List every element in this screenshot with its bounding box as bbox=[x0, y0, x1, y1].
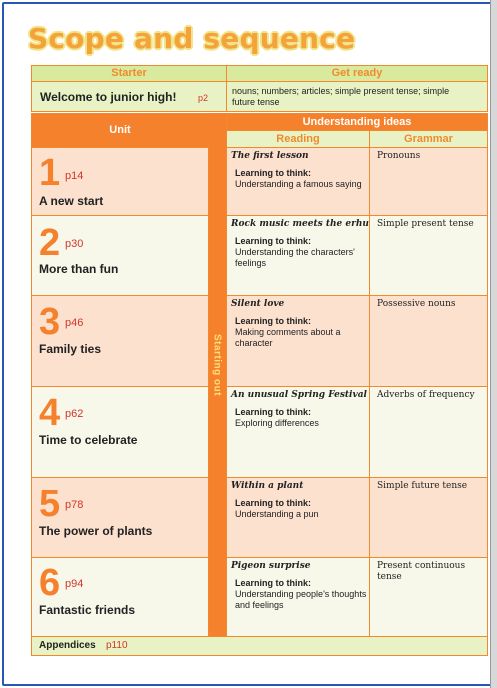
unit-page: p14 bbox=[65, 170, 84, 182]
unit-row-2 bbox=[31, 215, 209, 296]
grammar-text: Possessive nouns bbox=[377, 299, 456, 309]
unit-page: p62 bbox=[65, 408, 84, 420]
grammar-cell-1 bbox=[369, 147, 488, 216]
unit-row-6 bbox=[31, 557, 209, 637]
think-label: Learning to think: bbox=[235, 236, 311, 246]
think-text: Understanding a famous saying bbox=[235, 179, 362, 189]
unit-page: p30 bbox=[65, 238, 84, 250]
starting-out-label: Starting out bbox=[211, 333, 223, 397]
think-label: Learning to think: bbox=[235, 407, 311, 417]
unit-header bbox=[31, 113, 209, 148]
think-label: Learning to think: bbox=[235, 168, 311, 178]
reading-cell-4 bbox=[226, 386, 370, 478]
unit-row-1 bbox=[31, 147, 209, 216]
reading-header-label: Reading bbox=[276, 133, 320, 145]
grammar-cell-4 bbox=[369, 386, 488, 478]
grammar-cell-5 bbox=[369, 477, 488, 558]
grammar-cell-6 bbox=[369, 557, 488, 637]
think-text: Understanding the characters' feelings bbox=[235, 247, 355, 268]
reading-title: The first lesson bbox=[231, 151, 309, 161]
understanding-header-label: Understanding ideas bbox=[302, 116, 412, 128]
appendices-row bbox=[31, 636, 488, 656]
reading-title: An unusual Spring Festival bbox=[231, 390, 367, 400]
unit-page: p94 bbox=[65, 578, 84, 590]
think-text: Exploring differences bbox=[235, 418, 319, 428]
appendices-page: p110 bbox=[106, 640, 128, 651]
unit-header-label: Unit bbox=[109, 124, 131, 136]
reading-cell-6 bbox=[226, 557, 370, 637]
grammar-header-label: Grammar bbox=[404, 133, 453, 145]
think-text: Understanding a pun bbox=[235, 509, 319, 519]
unit-title: The power of plants bbox=[39, 524, 153, 538]
grammar-text: Pronouns bbox=[377, 151, 421, 161]
reading-title: Pigeon surprise bbox=[231, 561, 311, 571]
reading-title: Silent love bbox=[231, 299, 285, 309]
unit-page: p78 bbox=[65, 499, 84, 511]
understanding-header bbox=[226, 113, 488, 131]
starter-header-label: Starter bbox=[111, 67, 147, 79]
page-title: Scope and sequence bbox=[28, 22, 356, 55]
starter-cell bbox=[31, 81, 227, 112]
reading-title: Rock music meets the erhu bbox=[231, 219, 369, 229]
unit-number: 1 bbox=[39, 152, 61, 194]
reading-cell-5 bbox=[226, 477, 370, 558]
grammar-cell-2 bbox=[369, 215, 488, 296]
grammar-text: Simple present tense bbox=[377, 219, 474, 229]
think-text: Making comments about a character bbox=[235, 327, 341, 348]
grammar-text: Present continuous tense bbox=[377, 561, 466, 582]
reading-cell-1 bbox=[226, 147, 370, 216]
unit-number: 6 bbox=[39, 562, 61, 604]
unit-row-4 bbox=[31, 386, 209, 478]
reading-header bbox=[226, 130, 370, 148]
unit-number: 4 bbox=[39, 392, 61, 434]
think-label: Learning to think: bbox=[235, 578, 311, 588]
unit-row-3 bbox=[31, 295, 209, 387]
appendices-label: Appendices bbox=[39, 640, 96, 651]
unit-number: 5 bbox=[39, 483, 61, 525]
unit-number: 2 bbox=[39, 222, 61, 264]
unit-title: Fantastic friends bbox=[39, 603, 136, 617]
get-ready-header-label: Get ready bbox=[331, 67, 383, 79]
unit-title: Family ties bbox=[39, 342, 102, 356]
unit-title: Time to celebrate bbox=[39, 433, 138, 447]
unit-row-5 bbox=[31, 477, 209, 558]
get-ready-header bbox=[226, 65, 488, 82]
grammar-text: Adverbs of frequency bbox=[377, 390, 475, 400]
unit-title: A new start bbox=[39, 194, 104, 208]
unit-title: More than fun bbox=[39, 262, 119, 276]
reading-title: Within a plant bbox=[231, 481, 304, 491]
reading-cell-3 bbox=[226, 295, 370, 387]
starting-out-label-box bbox=[208, 320, 226, 410]
think-text: Understanding people's thoughts and feelings bbox=[235, 589, 367, 610]
get-ready-text: nouns; numbers; articles; simple present tense; simple future tense bbox=[232, 86, 450, 107]
reading-cell-2 bbox=[226, 215, 370, 296]
get-ready-cell bbox=[226, 81, 488, 112]
starter-page: p2 bbox=[198, 93, 209, 103]
think-label: Learning to think: bbox=[235, 498, 311, 508]
starter-title: Welcome to junior high! bbox=[40, 90, 177, 104]
grammar-cell-3 bbox=[369, 295, 488, 387]
page-edge bbox=[490, 0, 497, 688]
grammar-text: Simple future tense bbox=[377, 481, 468, 491]
grammar-header bbox=[369, 130, 488, 148]
unit-number: 3 bbox=[39, 301, 61, 343]
unit-page: p46 bbox=[65, 317, 84, 329]
starter-header bbox=[31, 65, 227, 82]
think-label: Learning to think: bbox=[235, 316, 311, 326]
